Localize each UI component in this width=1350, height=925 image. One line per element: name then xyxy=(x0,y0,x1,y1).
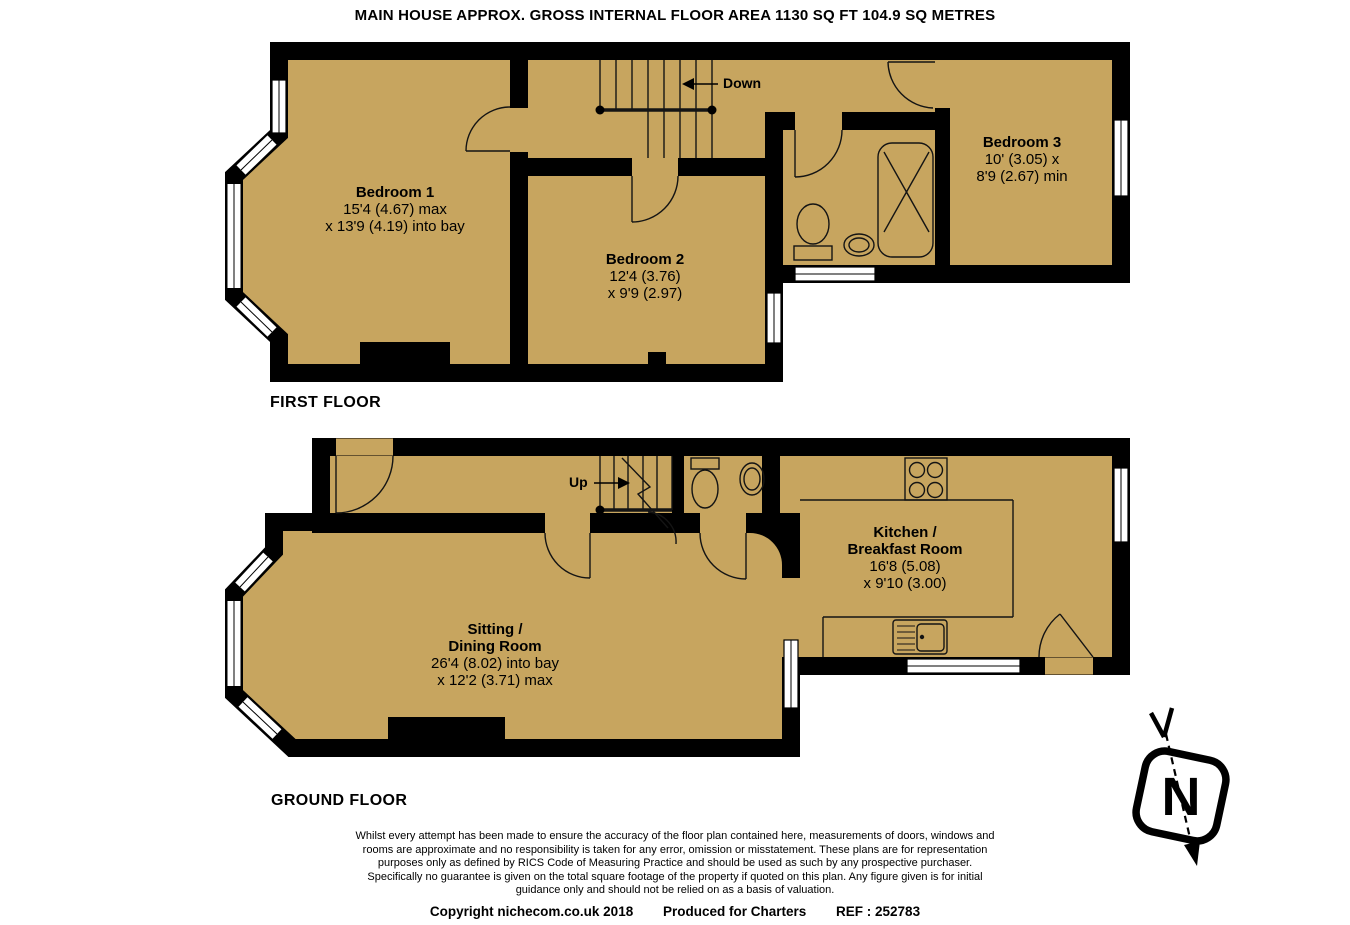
disclaimer-line: guidance only and should not be relied on as a basis of valuation. xyxy=(515,884,835,897)
produced-for-text: Produced for Charters xyxy=(662,904,807,919)
room-dimension: x 9'10 (3.00) xyxy=(863,575,947,592)
room-name: Breakfast Room xyxy=(847,541,963,558)
room-label-sitting-dining xyxy=(380,621,610,689)
room-name: Sitting / xyxy=(467,621,523,638)
front-door-opening xyxy=(336,439,393,456)
room-name: Kitchen / xyxy=(873,524,937,541)
disclaimer-line: Whilst every attempt has been made to ensure the accuracy of the floor plan contained here, measurements of doors, windows and xyxy=(355,830,995,842)
compass xyxy=(1132,708,1229,866)
room-name: Bedroom 3 xyxy=(982,134,1062,151)
room-dimension: x 9'9 (2.97) xyxy=(607,285,683,302)
room-label-kitchen xyxy=(790,524,1020,592)
room-dimension: 26'4 (8.02) into bay xyxy=(431,655,559,672)
disclaimer-text xyxy=(275,830,1075,898)
room-dimension: 16'8 (5.08) xyxy=(869,558,941,575)
disclaimer-line: Specifically no guarantee is given on the total square footage of the property if quoted on this plan. Any figure given is for initial xyxy=(367,870,983,883)
disclaimer-line: rooms are approximate and no responsibility is taken for any error, omission or misstatement. These plans are for representation xyxy=(362,843,988,856)
stairs-up-label: Up xyxy=(569,474,588,490)
room-name: Dining Room xyxy=(448,638,542,655)
reference-number: REF : 252783 xyxy=(836,904,921,919)
room-name: Bedroom 1 xyxy=(355,184,435,201)
compass-north-letter: N xyxy=(1161,767,1201,827)
room-dimension: 15'4 (4.67) max xyxy=(343,201,447,218)
footer-line xyxy=(0,904,1350,919)
room-dimension: 8'9 (2.67) min xyxy=(976,168,1068,185)
kitchen-door-opening xyxy=(1045,658,1093,675)
ground-floor-label: GROUND FLOOR xyxy=(271,792,408,809)
compass-arrowhead xyxy=(1184,841,1200,866)
ground-floor-plan xyxy=(234,439,1128,758)
room-dimension: x 12'2 (3.71) max xyxy=(437,672,553,689)
room-dimension: x 13'9 (4.19) into bay xyxy=(325,218,465,235)
compass-fletching xyxy=(1151,713,1164,737)
first-floor-label: FIRST FLOOR xyxy=(270,394,382,411)
copyright-text: Copyright nichecom.co.uk 2018 xyxy=(429,904,634,919)
page-title: MAIN HOUSE APPROX. GROSS INTERNAL FLOOR AREA 1130 SQ FT 104.9 SQ METRES xyxy=(354,7,996,24)
room-dimension: 12'4 (3.76) xyxy=(609,268,681,285)
room-label-bedroom2 xyxy=(530,251,760,302)
room-label-bedroom1 xyxy=(280,184,510,235)
room-label-bedroom3 xyxy=(907,134,1137,185)
disclaimer-line: purposes only as defined by RICS Code of Measuring Practice and should be used as such by any prospective purchaser. xyxy=(377,857,973,870)
room-dimension: 10' (3.05) x xyxy=(984,151,1060,168)
stairs-down-label: Down xyxy=(723,75,762,91)
room-name: Bedroom 2 xyxy=(605,251,685,268)
